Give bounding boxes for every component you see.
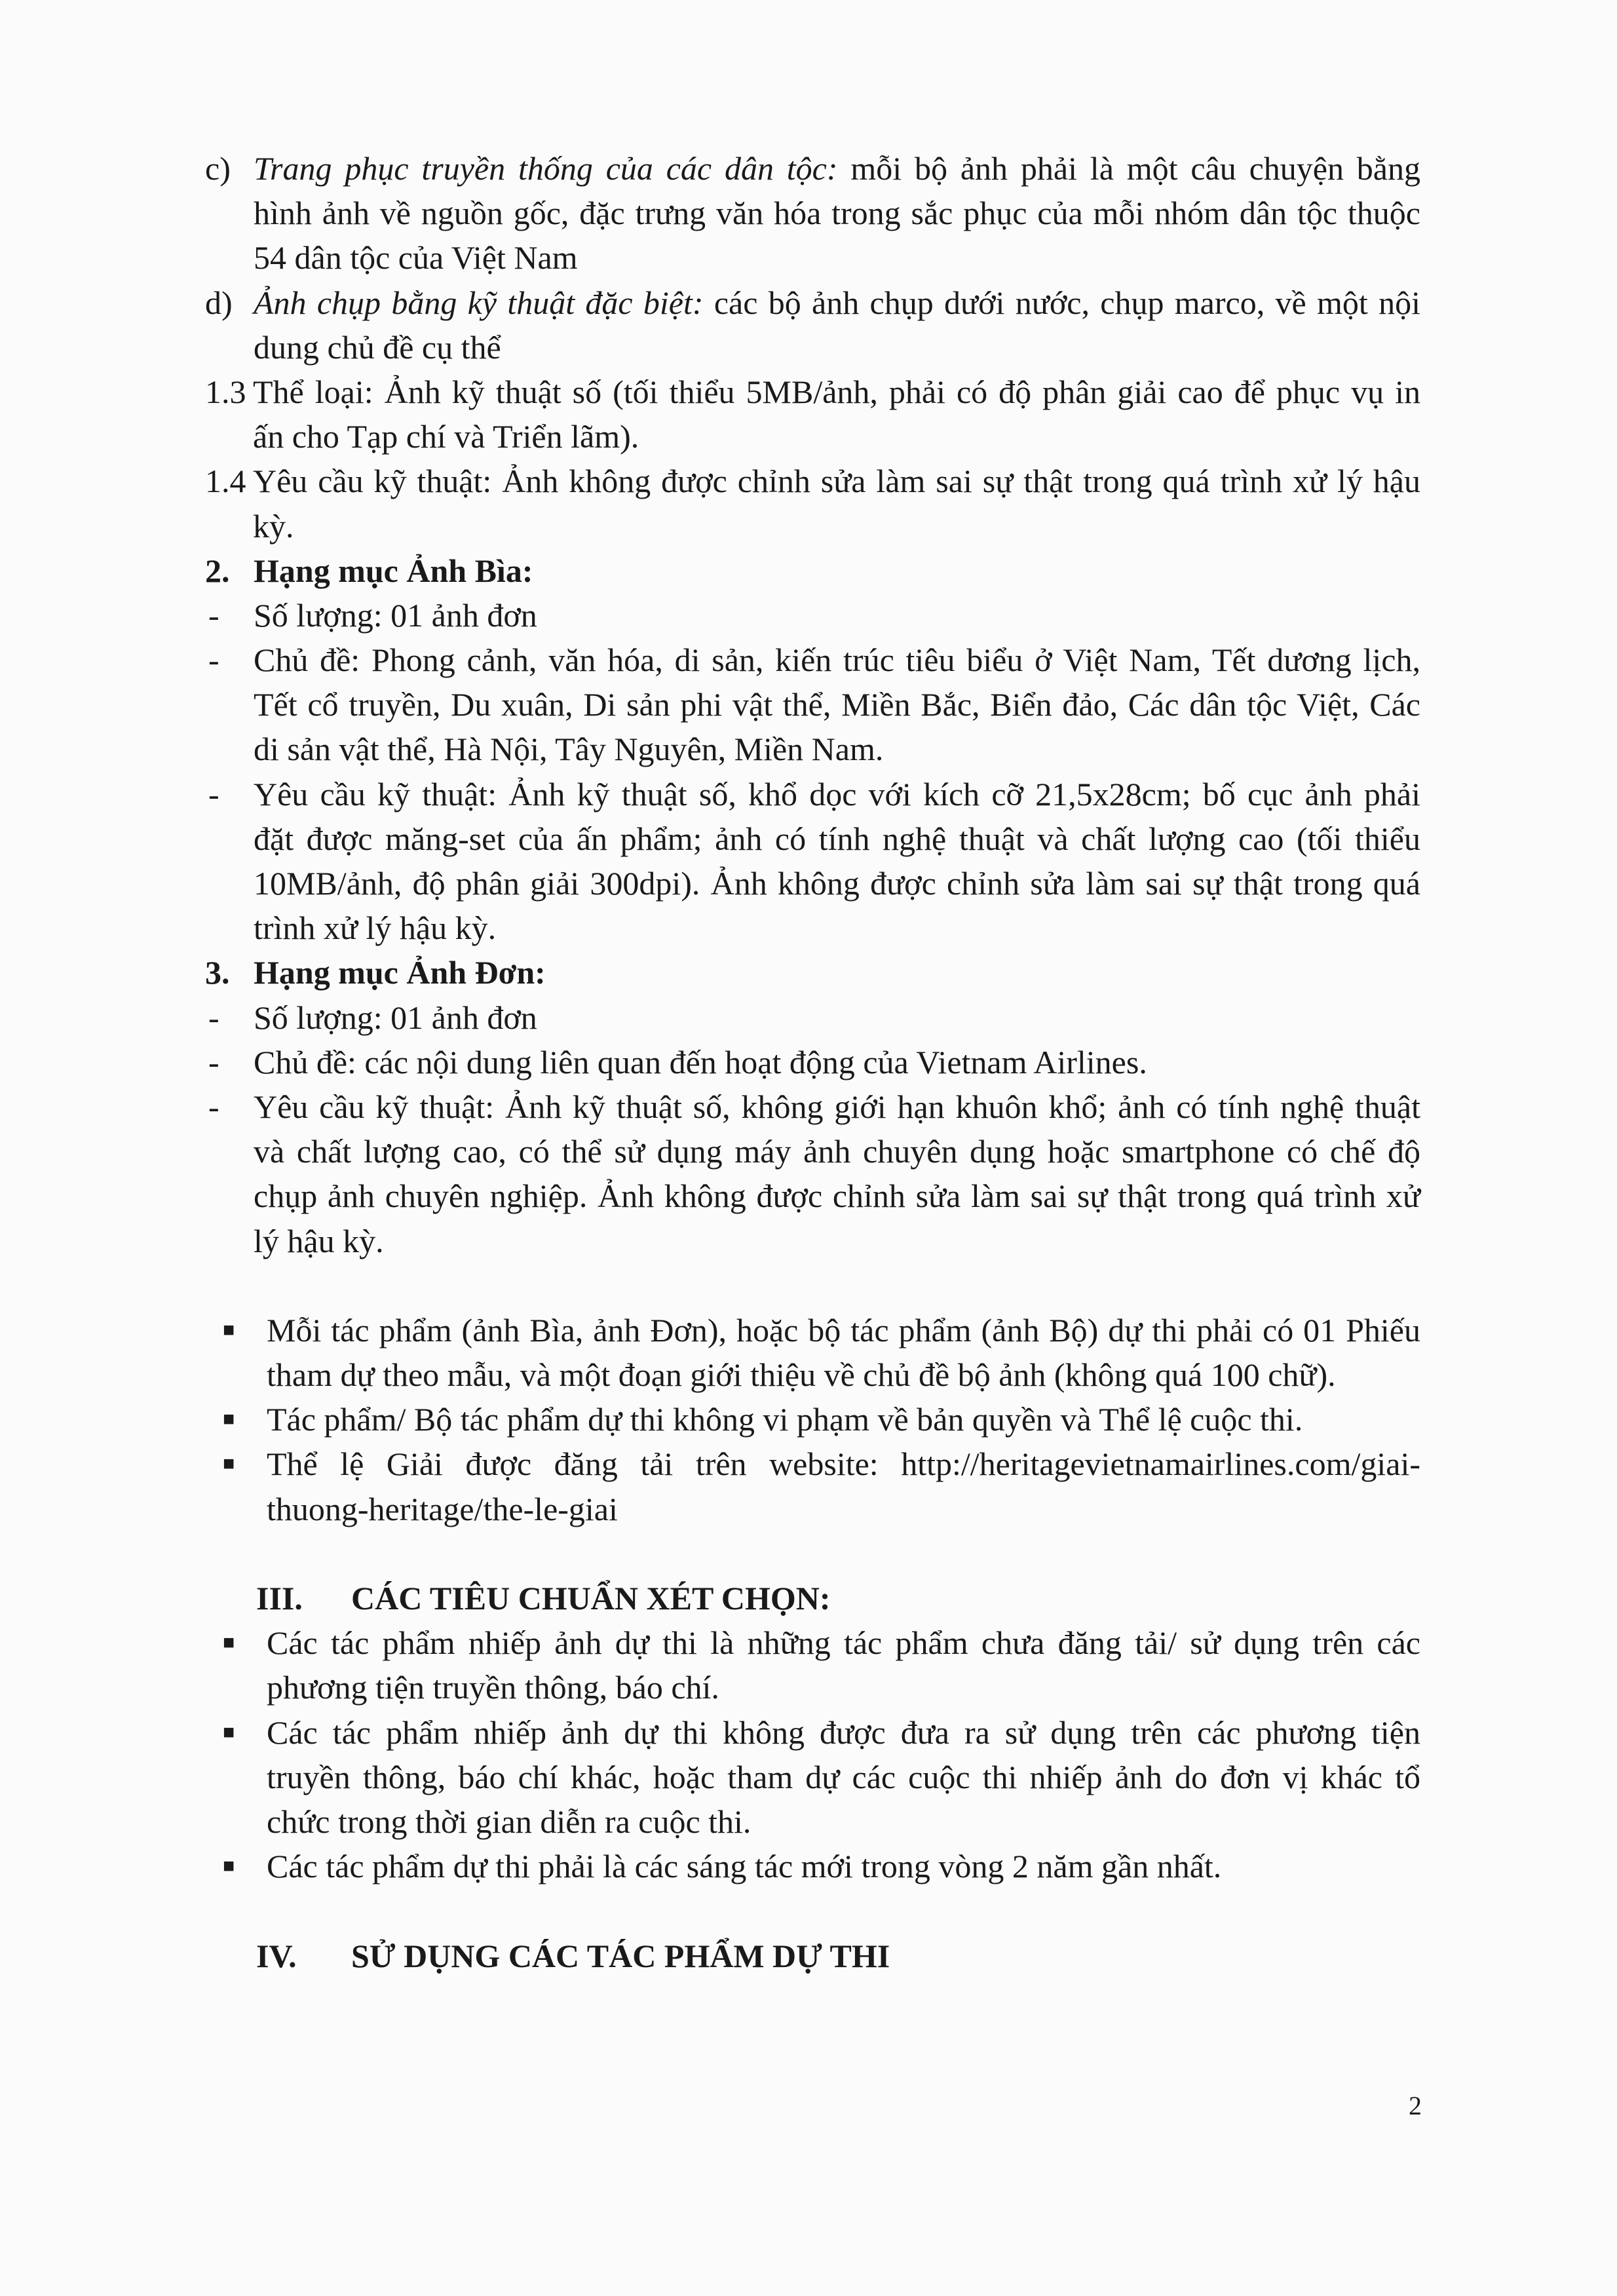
line-text: Các tác phẩm nhiếp ảnh dự thi không được đưa ra sử dụng trên các phương tiện (267, 1713, 1420, 1751)
list-marker: 1.3 (205, 373, 246, 410)
line-text: hình ảnh về nguồn gốc, đặc trưng văn hóa trong sắc phục của mỗi nhóm dân tộc thuộc (254, 195, 1420, 232)
list-marker: - (208, 1088, 219, 1125)
text-line (254, 1129, 1420, 1174)
line-text: Các tác phẩm nhiếp ảnh dự thi là những tác phẩm chưa đăng tải/ sử dụng trên các (267, 1624, 1420, 1662)
text-line (267, 1442, 1420, 1486)
list-marker: c) (205, 150, 231, 187)
italic-term: Trang phục truyền thống của các dân tộc: (254, 150, 838, 187)
text-line (254, 772, 1420, 816)
list-marker: - (208, 596, 219, 634)
list-item (0, 772, 1617, 951)
list-item (0, 638, 1617, 772)
line-text: các bộ ảnh chụp dưới nước, chụp marco, về một nội (703, 284, 1420, 321)
line-text: Tác phẩm/ Bộ tác phẩm dự thi không vi phạm về bản quyền và Thể lệ cuộc thi. (267, 1401, 1303, 1438)
text-line (254, 816, 1420, 861)
line-text: Tết cổ truyền, Du xuân, Di sản phi vật thể, Miền Bắc, Biển đảo, Các dân tộc Việt, Các (254, 686, 1420, 723)
line-text: chụp ảnh chuyên nghiệp. Ảnh không được chỉnh sửa làm sai sự thật trong quá trình xử (254, 1177, 1420, 1215)
section-heading (0, 950, 1617, 995)
text-line (253, 504, 1420, 548)
line-text: Yêu cầu kỹ thuật: Ảnh kỹ thuật số, không giới hạn khuôn khổ; ảnh có tính nghệ thuật (254, 1088, 1420, 1125)
text-line (254, 593, 1420, 638)
text-line (267, 1308, 1420, 1352)
line-text: di sản vật thể, Hà Nội, Tây Nguyên, Miền Nam. (254, 731, 884, 768)
square-bullet-icon: ■ (223, 1453, 235, 1475)
text-line (254, 235, 1420, 280)
line-text: Chủ đề: Phong cảnh, văn hóa, di sản, kiến trúc tiêu biểu ở Việt Nam, Tết dương lịch, (254, 641, 1420, 679)
text-line (254, 548, 1420, 593)
list-marker: - (208, 641, 219, 679)
text-line (267, 1397, 1420, 1442)
line-text: Các tác phẩm dự thi phải là các sáng tác mới trong vòng 2 năm gần nhất. (267, 1848, 1222, 1885)
line-text: Thể loại: Ảnh kỹ thuật số (tối thiểu 5MB/ảnh, phải có độ phân giải cao để phục vụ in (253, 373, 1420, 410)
text-line (254, 861, 1420, 906)
text-line (267, 1487, 1420, 1531)
list-marker: - (208, 1043, 219, 1081)
text-line (254, 191, 1420, 235)
text-line (267, 1710, 1420, 1755)
line-text: CÁC TIÊU CHUẨN XÉT CHỌN: (351, 1580, 831, 1617)
line-text: Chủ đề: các nội dung liên quan đến hoạt động của Vietnam Airlines. (254, 1043, 1147, 1081)
blank-line (0, 1531, 1617, 1576)
list-item (0, 370, 1617, 459)
line-text: Yêu cầu kỹ thuật: Ảnh không được chỉnh sửa làm sai sự thật trong quá trình xử lý hậu (253, 463, 1420, 500)
line-text: mỗi bộ ảnh phải là một câu chuyện bằng (837, 150, 1420, 187)
line-text: 10MB/ảnh, độ phân giải 300dpi). Ảnh không được chỉnh sửa làm sai sự thật trong quá (254, 865, 1420, 902)
square-bullet-icon: ■ (223, 1632, 235, 1654)
line-text: Hạng mục Ảnh Đơn: (254, 954, 546, 991)
list-marker: III. (256, 1580, 303, 1617)
italic-term: Ảnh chụp bằng kỹ thuật đặc biệt: (254, 284, 704, 321)
list-marker: 3. (205, 954, 230, 991)
text-line (253, 459, 1420, 503)
line-text: kỳ. (253, 507, 294, 545)
text-line (254, 727, 1420, 771)
line-text: Thể lệ Giải được đăng tải trên website: http://heritagevietnamairlines.com/giai- (267, 1445, 1420, 1483)
list-item (0, 1040, 1617, 1084)
text-line (254, 146, 1420, 191)
text-line (254, 995, 1420, 1040)
list-marker: - (208, 775, 219, 813)
blank-line (0, 1263, 1617, 1308)
line-text: ấn cho Tạp chí và Triển lãm). (253, 418, 639, 455)
square-bullet-icon: ■ (223, 1318, 235, 1341)
text-line (254, 1174, 1420, 1218)
list-item (0, 1844, 1617, 1888)
text-line (351, 1934, 1420, 1978)
list-marker: d) (205, 284, 233, 321)
list-item (0, 995, 1617, 1040)
list-item (0, 1397, 1617, 1442)
list-item (0, 1620, 1617, 1710)
list-item (0, 1084, 1617, 1263)
square-bullet-icon: ■ (223, 1408, 235, 1430)
section-heading (0, 548, 1617, 593)
line-text: Số lượng: 01 ảnh đơn (254, 596, 537, 634)
list-item (0, 1710, 1617, 1845)
line-text: 54 dân tộc của Việt Nam (254, 239, 578, 277)
line-text: chức trong thời gian diễn ra cuộc thi. (267, 1803, 751, 1840)
text-line (254, 1084, 1420, 1129)
list-item (0, 459, 1617, 548)
list-item (0, 1308, 1617, 1397)
list-marker: IV. (256, 1937, 297, 1974)
text-line (267, 1799, 1420, 1844)
text-line (254, 1040, 1420, 1084)
list-item (0, 593, 1617, 638)
line-text: thuong-heritage/the-le-giai (267, 1490, 618, 1527)
list-item (0, 280, 1617, 370)
line-text: trình xử lý hậu kỳ. (254, 909, 497, 947)
section-heading (0, 1934, 1617, 1978)
text-line (254, 280, 1420, 325)
text-line (254, 325, 1420, 370)
line-text: Yêu cầu kỹ thuật: Ảnh kỹ thuật số, khổ dọc với kích cỡ 21,5x28cm; bố cục ảnh phải (254, 775, 1420, 813)
list-marker: - (208, 999, 219, 1036)
line-text: Hạng mục Ảnh Bìa: (254, 552, 533, 589)
blank-line (0, 1888, 1617, 1933)
section-heading (0, 1576, 1617, 1620)
text-line (267, 1844, 1420, 1888)
line-text: SỬ DỤNG CÁC TÁC PHẨM DỰ THI (351, 1937, 890, 1974)
line-text: và chất lượng cao, có thể sử dụng máy ảnh chuyên dụng hoặc smartphone có chế độ (254, 1133, 1420, 1170)
text-line (267, 1620, 1420, 1665)
text-line (253, 414, 1420, 459)
list-marker: 1.4 (205, 463, 246, 500)
list-item (0, 146, 1617, 280)
text-line (267, 1755, 1420, 1799)
text-line (267, 1665, 1420, 1710)
square-bullet-icon: ■ (223, 1721, 235, 1743)
document-body (0, 146, 1617, 1978)
text-line (254, 1219, 1420, 1263)
text-line (253, 370, 1420, 414)
list-item (0, 1442, 1617, 1531)
line-text: lý hậu kỳ. (254, 1222, 384, 1259)
text-line (254, 950, 1420, 995)
page-number: 2 (1409, 2091, 1422, 2120)
text-line (254, 906, 1420, 950)
line-text: dung chủ đề cụ thể (254, 328, 501, 366)
line-text: Số lượng: 01 ảnh đơn (254, 999, 537, 1036)
text-line (254, 638, 1420, 682)
line-text: phương tiện truyền thông, báo chí. (267, 1669, 719, 1706)
text-line (267, 1352, 1420, 1397)
text-line (351, 1576, 1420, 1620)
line-text: truyền thông, báo chí khác, hoặc tham dự các cuộc thi nhiếp ảnh do đơn vị khác tổ (267, 1758, 1420, 1795)
list-marker: 2. (205, 552, 230, 589)
text-line (254, 682, 1420, 727)
line-text: tham dự theo mẫu, và một đoạn giới thiệu về chủ đề bộ ảnh (không quá 100 chữ). (267, 1356, 1336, 1394)
square-bullet-icon: ■ (223, 1855, 235, 1877)
line-text: Mỗi tác phẩm (ảnh Bìa, ảnh Đơn), hoặc bộ tác phẩm (ảnh Bộ) dự thi phải có 01 Phiếu (267, 1311, 1420, 1349)
line-text: đặt được măng-set của ấn phẩm; ảnh có tính nghệ thuật và chất lượng cao (tối thiểu (254, 820, 1420, 857)
